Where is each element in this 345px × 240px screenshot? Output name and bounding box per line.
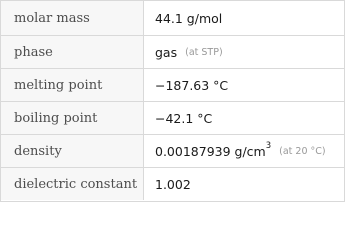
unit-exponent: 3 [265, 141, 272, 151]
table-row-phase [1, 35, 344, 68]
table-row-dielectric-constant [1, 167, 344, 200]
property-label: phase [1, 36, 144, 68]
property-label: melting point [1, 69, 144, 101]
property-value-cell [144, 102, 344, 134]
condition-note: (at STP) [185, 46, 223, 58]
property-value: −42.1 °C [155, 110, 213, 126]
property-label: molar mass [1, 1, 144, 35]
property-value: −187.63 °C [155, 77, 229, 93]
property-value-cell [144, 135, 344, 167]
table-row-melting-point [1, 68, 344, 101]
table-row-molar-mass [1, 1, 344, 35]
property-value-cell [144, 168, 344, 200]
table-row-boiling-point [1, 101, 344, 134]
property-value: gas [155, 44, 178, 60]
condition-note: (at 20 °C) [279, 145, 326, 157]
property-label: dielectric constant [1, 168, 144, 200]
property-value-cell [144, 36, 344, 68]
property-value: 44.1 g/mol [155, 10, 223, 26]
property-value-cell [144, 1, 344, 35]
property-value: 1.002 [155, 176, 191, 192]
property-value: 0.00187939 g/cm [155, 143, 266, 159]
property-value-cell [144, 69, 344, 101]
property-label: density [1, 135, 144, 167]
property-label: boiling point [1, 102, 144, 134]
table-row-density [1, 134, 344, 167]
